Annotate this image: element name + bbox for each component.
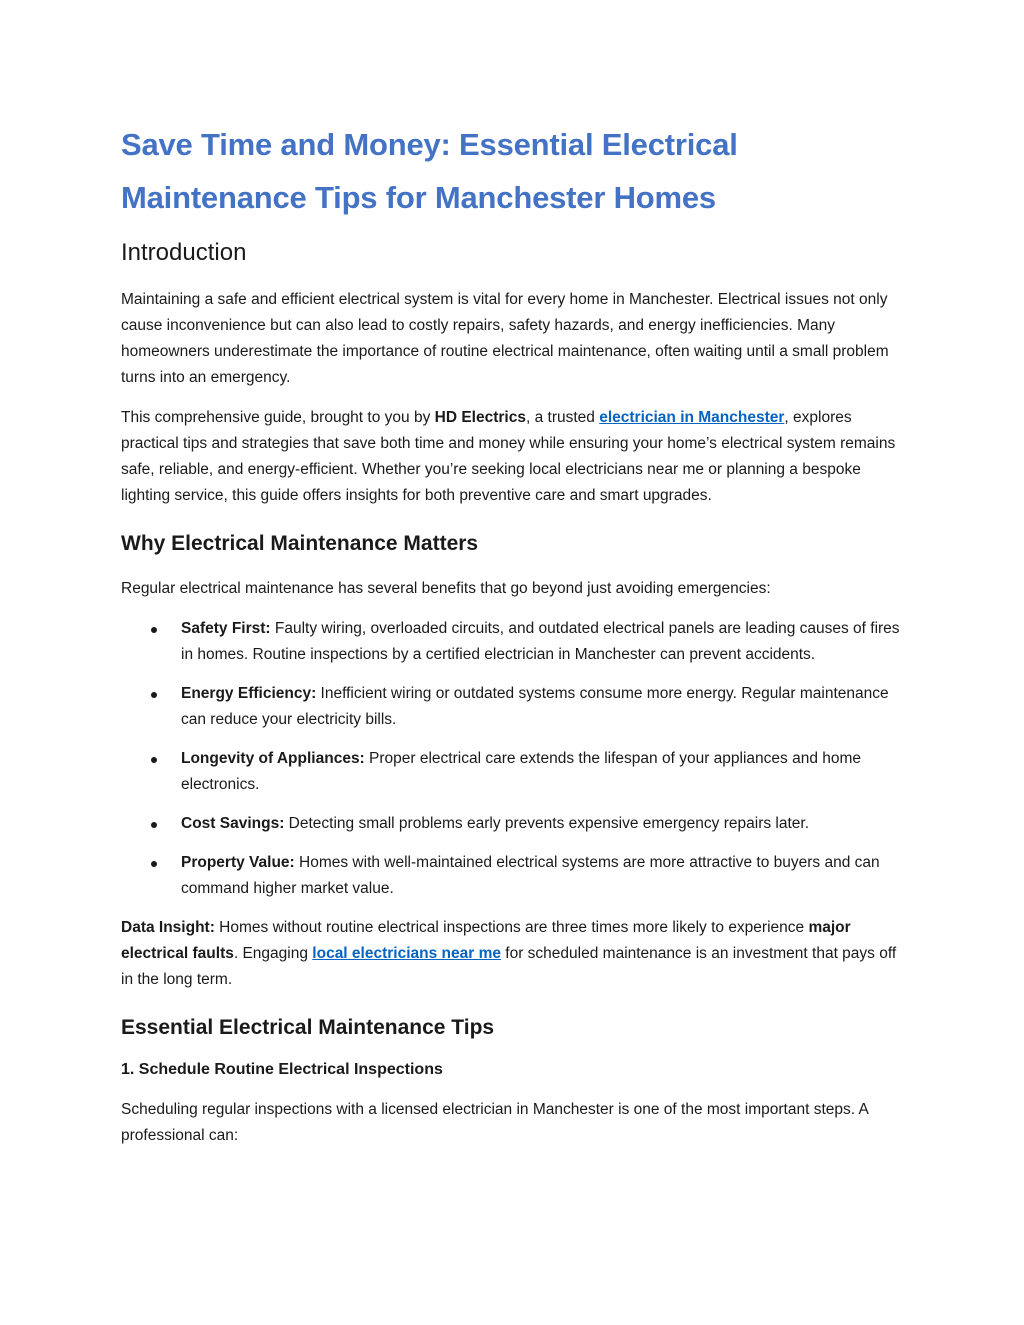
list-item [121, 850, 903, 902]
tip-1-heading: 1. Schedule Routine Electrical Inspections [121, 1061, 443, 1078]
list-item-label: Cost Savings: [181, 815, 285, 832]
intro-p2-text-a: This comprehensive guide, brought to you by [121, 409, 435, 426]
list-item-label: Property Value: [181, 854, 295, 871]
list-item [121, 811, 903, 837]
insight-text-a: Homes without routine electrical inspections are three times more likely to experience [214, 919, 809, 936]
list-item [121, 681, 903, 733]
local-electricians-link[interactable]: local electricians near me [312, 945, 501, 962]
bullet-icon [151, 627, 157, 633]
page-title: Save Time and Money: Essential Electrical Maintenance Tips for Manchester Homes [121, 127, 738, 215]
electrician-manchester-link[interactable]: electrician in Manchester [599, 409, 785, 426]
why-heading: Why Electrical Maintenance Matters [121, 532, 479, 555]
list-item-text: Proper electrical care extends the lifespan of your appliances and home electronics. [181, 750, 862, 793]
list-item-text: Detecting small problems early prevents expensive emergency repairs later. [284, 815, 810, 832]
insight-label: Data Insight: [121, 919, 215, 936]
intro-paragraph-1: Maintaining a safe and efficient electrical system is vital for every home in Manchester. Electrical issues not only cause inconvenience but can also lead to costly repairs, safety hazards, and energy inefficiencies. Many homeowners underestimate the importance of routine electrical maintenance, often waiting until a small problem turns into an emergency. [121, 291, 889, 386]
insight-text-c: for scheduled maintenance is an investment that pays off in the long term. [121, 945, 897, 988]
intro-p2-text-b: , a trusted [525, 409, 600, 426]
list-item-text: Homes with well-maintained electrical systems are more attractive to buyers and can command higher market value. [181, 854, 880, 897]
insight-bold: major electrical faults [121, 919, 851, 962]
list-item [121, 616, 903, 668]
brand-name: HD Electrics [434, 409, 526, 426]
intro-p2-text-c: , explores practical tips and strategies that save both time and money while ensuring your home’s electrical system remains safe, reliable, and energy-efficient. Whether you’re seeking local electricians near me or planning a bespoke lighting service, this guide offers insights for both preventive care and smart upgrades. [121, 409, 896, 504]
list-item-label: Longevity of Appliances: [181, 750, 365, 767]
document-page [121, 118, 903, 1149]
list-item-label: Safety First: [181, 620, 271, 637]
list-item-text: Faulty wiring, overloaded circuits, and outdated electrical panels are leading causes of fires in homes. Routine inspections by a certified electrician in Manchester can prevent accidents. [181, 620, 900, 663]
bullet-icon [151, 822, 157, 828]
list-item-label: Energy Efficiency: [181, 685, 317, 702]
tips-heading: Essential Electrical Maintenance Tips [121, 1016, 495, 1039]
intro-paragraph-2 [121, 405, 903, 509]
data-insight-paragraph [121, 915, 903, 993]
bullet-icon [151, 757, 157, 763]
intro-heading: Introduction [121, 239, 247, 266]
tip-1-text: Scheduling regular inspections with a licensed electrician in Manchester is one of the most important steps. A professional can: [121, 1101, 868, 1144]
list-item [121, 746, 903, 798]
bullet-icon [151, 692, 157, 698]
list-item-text: Inefficient wiring or outdated systems consume more energy. Regular maintenance can reduce your electricity bills. [181, 685, 889, 728]
why-lead: Regular electrical maintenance has several benefits that go beyond just avoiding emergencies: [121, 580, 771, 597]
benefits-list [121, 616, 903, 902]
bullet-icon [151, 861, 157, 867]
insight-text-b: . Engaging [233, 945, 313, 962]
